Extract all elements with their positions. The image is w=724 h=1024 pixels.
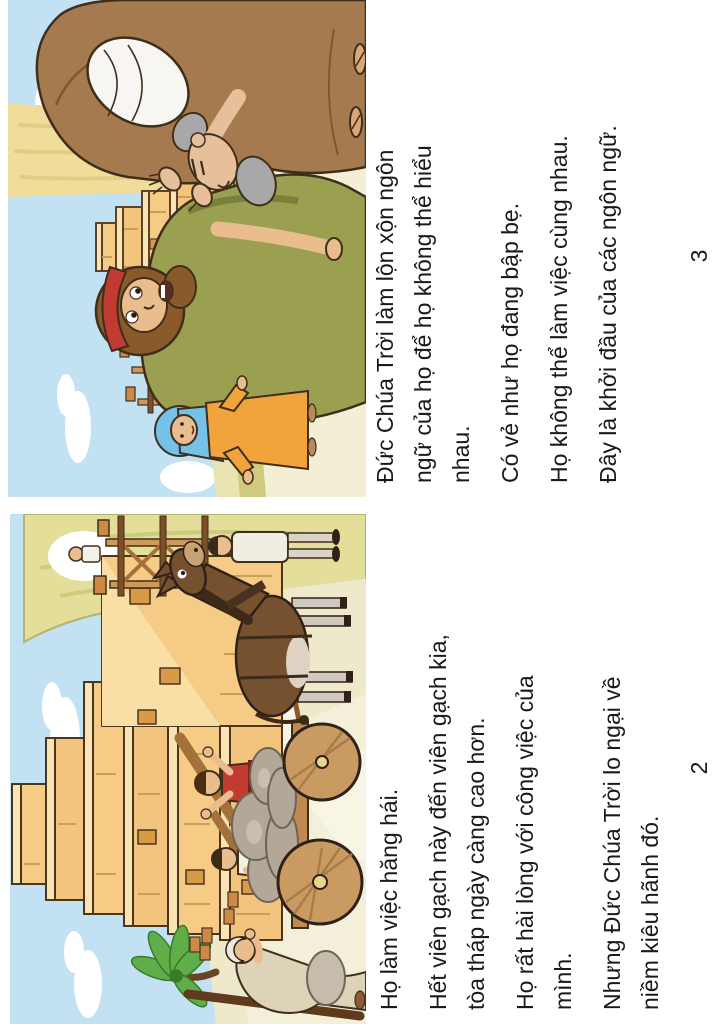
paragraph-line: Nhưng Đức Chúa Trời lo ngại về [599,676,625,1010]
paragraph [491,13,529,483]
paragraph [540,13,578,483]
page-2-number: 2 [686,761,712,775]
page-3-number: 3 [686,249,712,263]
paragraph-line: nhau. [448,425,474,483]
cart-wheel [278,840,362,924]
paragraph-line: Họ làm việc hăng hái. [376,788,402,1010]
paragraph-line: tòa tháp ngày càng cao hơn. [463,717,489,1010]
scaffold-worker [69,546,100,562]
paragraph [506,530,582,1010]
paragraph [593,530,669,1010]
paragraph-line: niềm kiêu hãnh đó. [637,815,663,1010]
paragraph-line: Đây là khởi đầu của các ngôn ngữ. [595,125,621,483]
paragraph [370,530,408,1010]
paragraph-line: ngữ của họ để họ không thể hiểu [410,145,436,483]
page-2-text [370,530,680,1010]
tower-construction-scene [10,514,366,1024]
paragraph-line: Họ rất hài lòng với công việc của [512,675,538,1010]
paragraph-line: Đức Chúa Trời làm lộn xộn ngôn [372,149,398,483]
confused-builders-scene [8,0,366,497]
illustration-confused-builders [8,0,366,497]
paragraph-line: Họ không thể làm việc cùng nhau. [546,135,572,483]
page-3-text [366,13,638,483]
paragraph [589,13,627,483]
page-2 [0,512,724,1024]
illustration-tower-construction [10,514,366,1024]
paragraph-line: Hết viên gạch này đến viên gạch kia, [425,634,451,1010]
paragraph-line: Có vẻ như họ đang bập bẹ. [497,202,523,483]
paragraph [366,13,480,483]
paragraph [419,530,495,1010]
paragraph-line: mình. [550,952,576,1010]
cart-wheel [284,724,360,800]
